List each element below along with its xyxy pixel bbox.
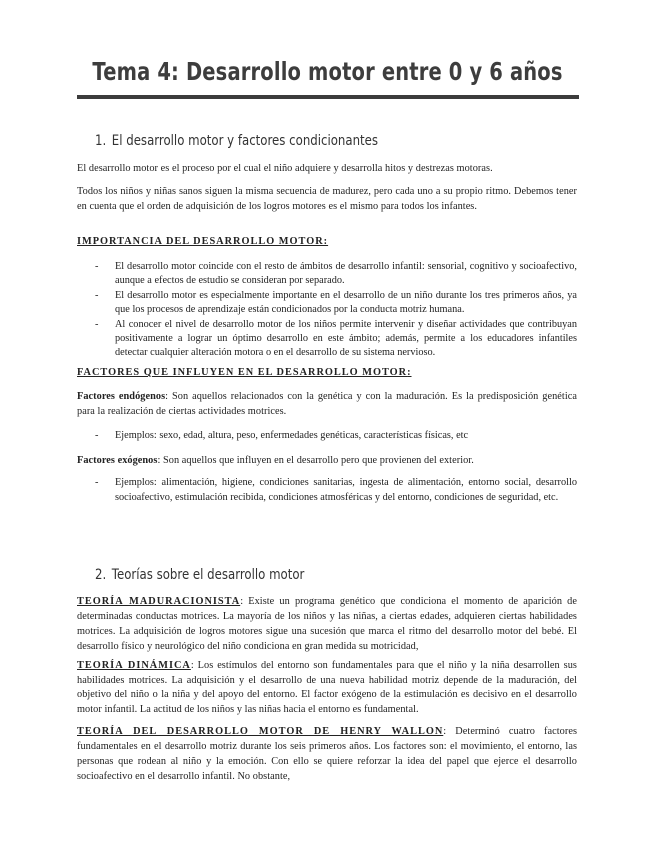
factors-heading (77, 367, 412, 378)
exogenous-factors-paragraph (77, 453, 577, 469)
section-1-title: El desarrollo motor y factores condicionantes (111, 133, 379, 149)
section-1-number: 1. (95, 133, 107, 149)
theory-maduracionista-label: TEORÍA MADURACIONISTA (77, 596, 241, 607)
theory-maduracionista-text: : Existe un programa genético que condiciona el momento de aparición de determinadas conductas motrices. La mayoría de los niños y las niñas, a ciertas edades, adquieren ciertas habilidades motrices. La adquisición de logros motores sigue una sucesión que marca el ritmo del desarrollo motor del bebé. El desarrollo físico y neurológico del niño condiciona en gran medida su motricidad, (77, 596, 577, 652)
endogenous-label: Factores endógenos (77, 391, 166, 402)
factors-heading-text: FACTORES QUE INFLUYEN EN EL DESARROLLO MOTOR (77, 367, 408, 378)
exogenous-label: Factores exógenos (77, 455, 158, 466)
factors-heading-colon: : (407, 367, 412, 378)
theory-dinamica-paragraph (77, 659, 577, 718)
list-item: - El desarrollo motor coincide con el resto de ámbitos de desarrollo infantil: sensorial, cognitivo y socioafectivo, aunque a efectos de estudio se consideran por separado. (95, 260, 577, 288)
importance-list (95, 260, 577, 361)
section-2-number: 2. (95, 567, 107, 583)
title-underline-rule (77, 95, 579, 99)
section-1-paragraph-1: El desarrollo motor es el proceso por el cual el niño adquiere y desarrolla hitos y destrezas motoras. (77, 163, 493, 174)
exogenous-examples-list (95, 476, 577, 506)
list-item: - El desarrollo motor es especialmente importante en el desarrollo de un niño durante los tres primeros años, ya que los procesos de aprendizaje están condicionados por la conducta motriz humana. (95, 289, 577, 317)
section-2-heading (95, 567, 304, 583)
exogenous-text: : Son aquellos que influyen en el desarrollo pero que provienen del exterior. (157, 455, 474, 466)
endogenous-text: : Son aquellos relacionados con la genética y con la maduración. Es la predisposición genética para la realización de ciertas actividades motrices. (77, 391, 577, 417)
section-2-title: Teorías sobre el desarrollo motor (111, 567, 305, 583)
theory-wallon-text: : Determinó cuatro factores fundamentales en el desarrollo motriz durante los seis primeros años. Los factores son: el movimiento, el entorno, las personas que rodean al niño y la emoción. Con ello se quiere reforzar la idea del papel que ejerce el desarrollo socioafectivo en el desarrollo infantil. No obstante, (77, 726, 578, 782)
theory-dinamica-label: TEORÍA DINÁMICA (77, 660, 191, 671)
endogenous-examples-list (95, 429, 577, 444)
list-item: - Al conocer el nivel de desarrollo motor de los niños permite intervenir y diseñar actividades que contribuyan positivamente a lograr un óptimo desarrollo en este ámbito; además, permite a los educadores infantiles detectar cualquier alteración motora o en el desarrollo de su sistema nervioso. (95, 318, 577, 360)
endogenous-factors-paragraph (77, 390, 577, 419)
section-1-paragraph-2: Todos los niños y niñas sanos siguen la misma secuencia de madurez, pero cada uno a su propio ritmo. Debemos tener en cuenta que el orden de adquisición de los logros motores es el mismo para todos los infantes. (77, 186, 577, 212)
theory-wallon-paragraph (77, 724, 577, 784)
theory-wallon-label: TEORÍA DEL DESARROLLO MOTOR DE HENRY WALLON (77, 726, 444, 737)
theory-dinamica-text: : Los estímulos del entorno son fundamentales para que el niño y la niña desarrollen sus habilidades motrices. La adquisición y el desarrollo de una nueva habilidad motriz depende de la maduración, del objetivo del niño o la niña y del apoyo del entorno. El factor exógeno de la estimulación es decisivo en el desarrollo motor infantil. La actitud de los niños y las niñas hacia el entorno es fundamental. (77, 660, 577, 716)
importance-heading: IMPORTANCIA DEL DESARROLLO MOTOR: (77, 236, 329, 247)
section-1-heading (95, 133, 378, 149)
page-title: Tema 4: Desarrollo motor entre 0 y 6 años (92, 57, 563, 86)
theory-maduracionista-paragraph (77, 594, 577, 654)
list-item: - Ejemplos: sexo, edad, altura, peso, enfermedades genéticas, características físicas, etc (95, 429, 577, 443)
list-item: - Ejemplos: alimentación, higiene, condiciones sanitarias, ingesta de alimentación, entorno social, desarrollo socioafectivo, estimulación recibida, condiciones atmosféricas y del entorno, condiciones de seguridad, etc. (95, 476, 577, 505)
